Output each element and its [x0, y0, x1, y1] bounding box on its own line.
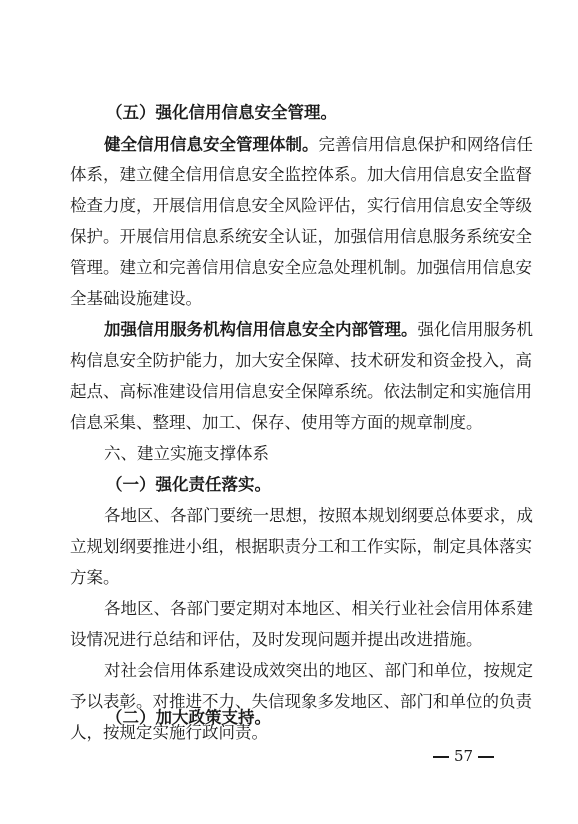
paragraph-line	[0, 656, 578, 686]
paragraph-line	[0, 160, 578, 190]
paragraph-line	[0, 315, 578, 345]
paragraph-text: 予以表彰。对推进不力、失信现象多发地区、部门和单位的负责	[70, 692, 532, 711]
paragraph-text: 起点、高标准建设信用信息安全保障系统。依法制定和实施信用	[70, 382, 532, 401]
paragraph-lead: 加强信用服务机构信用信息安全内部管理。	[104, 320, 418, 339]
paragraph-line-text	[104, 315, 533, 345]
paragraph-line	[0, 532, 578, 562]
paragraph-text: 各地区、各部门要统一思想，按照本规划纲要总体要求，成	[104, 506, 533, 525]
paragraph-text: 设情况进行总结和评估，及时发现问题并提出改进措施。	[70, 630, 483, 649]
subsection-heading	[0, 703, 578, 733]
chapter-heading-text: 六、建立实施支撑体系	[104, 444, 269, 463]
paragraph-line	[0, 501, 578, 531]
paragraph-line	[0, 377, 578, 407]
subsection-heading-text: （二）加大政策支持。	[106, 708, 271, 727]
paragraph-lead: 健全信用信息安全管理体制。	[104, 135, 319, 154]
paragraph-text: 信息采集、整理、加工、保存、使用等方面的规章制度。	[70, 413, 483, 432]
paragraph-line	[0, 130, 578, 160]
paragraph-text: 人，按规定实施行政问责。	[70, 723, 268, 742]
subsection-heading	[0, 470, 578, 500]
paragraph-line	[0, 284, 578, 314]
page-number: 57	[454, 747, 474, 765]
paragraph-text: 方案。	[70, 568, 120, 587]
dash-right-icon	[478, 756, 494, 758]
paragraph-text: 立规划纲要推进小组，根据职责分工和工作实际，制定具体落实	[70, 537, 532, 556]
paragraph-line	[0, 625, 578, 655]
paragraph-text: 强化信用服务机	[417, 320, 533, 339]
paragraph-text: 检查力度，开展信用信息安全风险评估，实行信用信息安全等级	[70, 196, 532, 215]
paragraph-text: 构信息安全防护能力，加大安全保障、技术研发和资金投入，高	[70, 351, 532, 370]
paragraph-text: 体系，建立健全信用信息安全监控体系。加大信用信息安全监督	[70, 165, 532, 184]
paragraph-line	[0, 191, 578, 221]
subsection-heading-text: （一）强化责任落实。	[106, 475, 271, 494]
paragraph-line	[0, 253, 578, 283]
chapter-heading	[0, 439, 578, 469]
paragraph-line	[0, 346, 578, 376]
paragraph-text: 保护。开展信用信息系统安全认证，加强信用信息服务系统安全	[70, 227, 532, 246]
paragraph-text: 完善信用信息保护和网络信任	[318, 135, 533, 154]
paragraph-text: 全基础设施建设。	[70, 289, 202, 308]
paragraph-text: 对社会信用体系建设成效突出的地区、部门和单位，按规定	[104, 661, 533, 680]
paragraph-line	[0, 222, 578, 252]
dash-left-icon	[433, 756, 449, 758]
section-heading	[0, 98, 578, 128]
paragraph-line	[0, 408, 578, 438]
page-footer	[428, 744, 499, 768]
paragraph-line-text	[104, 130, 533, 160]
paragraph-line	[0, 594, 578, 624]
paragraph-line	[0, 563, 578, 593]
section-heading-text: （五）强化信用信息安全管理。	[106, 103, 337, 122]
paragraph-text: 管理。建立和完善信用信息安全应急处理机制。加强信用信息安	[70, 258, 532, 277]
paragraph-text: 各地区、各部门要定期对本地区、相关行业社会信用体系建	[104, 599, 533, 618]
